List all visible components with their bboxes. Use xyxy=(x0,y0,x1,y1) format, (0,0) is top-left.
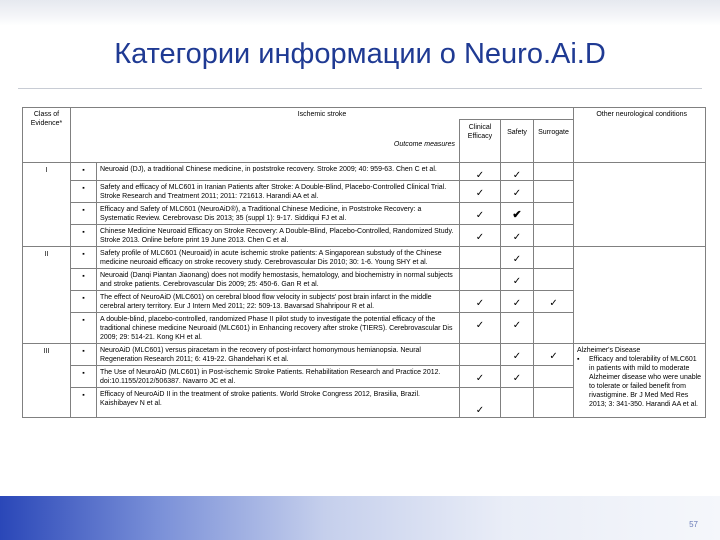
reference-text: Safety profile of MLC601 (Neuroaid) in acute ischemic stroke patients: A Singaporean substudy of the Chinese medicine neuroaid efficacy on stroke recovery study. Cerebrovascular Dis 2010; 30: 1-6. Young SHY et al. xyxy=(97,246,460,268)
bullet: ▪ xyxy=(71,365,97,387)
efficacy-check-icon: ✓ xyxy=(460,290,501,312)
surrogate-empty xyxy=(534,246,574,268)
safety-check-icon: ✓ xyxy=(501,290,534,312)
surrogate-empty xyxy=(534,365,574,387)
other-empty xyxy=(574,246,706,343)
title-divider xyxy=(18,88,702,89)
reference-text: A double-blind, placebo-controlled, randomized Phase II pilot study to investigate the potential efficacy of the traditional chinese medicine Neuroaid (MLC601) in Enhancing recovery after stroke (TIERS). Cerebrovascular Dis 2009; 29: 514-21. Kong KH et al. xyxy=(97,312,460,343)
bullet: ▪ xyxy=(71,202,97,224)
reference-text: Efficacy of NeuroAiD II in the treatment of stroke patients. World Stroke Congress 2012, Brasilia, Brazil. Kaishibayev N et al. xyxy=(97,387,460,417)
bullet: ▪ xyxy=(577,355,580,363)
surrogate-header: Surrogate xyxy=(534,120,574,163)
surrogate-empty xyxy=(534,180,574,202)
efficacy-empty xyxy=(460,268,501,290)
safety-empty xyxy=(501,387,534,417)
reference-text: Neuroaid (DJ), a traditional Chinese medicine, in poststroke recovery. Stroke 2009; 40: 959-63. Chen C et al. xyxy=(97,162,460,180)
reference-text: Neuroaid (Danqi Piantan Jiaonang) does not modify hemostasis, hematology, and biochemistry in normal subjects and stroke patients. Cerebrovascular Dis 2009; 25: 450-6. Gan R et al. xyxy=(97,268,460,290)
bullet: ▪ xyxy=(71,180,97,202)
surrogate-empty xyxy=(534,202,574,224)
surrogate-empty xyxy=(534,162,574,180)
slide-title: Категории информации о Neuro.Ai.D xyxy=(114,38,606,70)
safety-check-icon: ✓ xyxy=(501,268,534,290)
clinical-efficacy-header: Clinical Efficacy xyxy=(460,120,501,163)
ischemic-stroke-header: Ischemic stroke xyxy=(71,108,574,120)
safety-check-icon: ✓ xyxy=(501,312,534,343)
bullet: ▪ xyxy=(71,312,97,343)
reference-text: Safety and efficacy of MLC601 in Iranian Patients after Stroke: A Double-Blind, Placebo-Controlled Clinical Trial. Stroke Research and Treatment 2011; 2011: 721613. Harandi AA et al. xyxy=(97,180,460,202)
safety-check-icon: ✓ xyxy=(501,365,534,387)
safety-check-icon: ✓ xyxy=(501,162,534,180)
bullet: ▪ xyxy=(71,290,97,312)
efficacy-check-icon: ✓ xyxy=(460,162,501,180)
table-row xyxy=(23,343,706,365)
efficacy-check-icon: ✓ xyxy=(460,180,501,202)
alzheimer-reference: Efficacy and tolerability of MLC601 in patients with mild to moderate Alzheimer disease who were unable to tolerate or failed benefit from rivastigmine. Br J Med Med Res 2013; 3: 341-350. Harandi AA et al. xyxy=(589,355,702,408)
other-conditions-header: Other neurological conditions xyxy=(574,108,706,163)
bullet: ▪ xyxy=(71,387,97,417)
efficacy-check-icon: ✓ xyxy=(460,387,501,417)
table-row xyxy=(23,246,706,268)
class-iii: III xyxy=(23,343,71,417)
class-ii: II xyxy=(23,246,71,343)
reference-text: NeuroAiD (MLC601) versus piracetam in the recovery of post-infarct homonymous hemianopsia. Neural Regeneration Research 2011; 6: 419-22. Ghandehari K et al. xyxy=(97,343,460,365)
surrogate-check-icon: ✓ xyxy=(534,343,574,365)
reference-text: The effect of NeuroAiD (MLC601) on cerebral blood flow velocity in subjects' post brain infarct in the middle cerebral artery territory. Eur J Intern Med 2011; 22: 509-13. Bavarsad Shahripour R et al. xyxy=(97,290,460,312)
evidence-table xyxy=(22,107,706,418)
other-empty xyxy=(574,162,706,246)
alzheimer-item xyxy=(577,355,702,409)
header-band xyxy=(0,0,720,26)
outcome-measures-label: Outcome measures xyxy=(71,120,460,163)
surrogate-empty xyxy=(534,312,574,343)
bullet: ▪ xyxy=(71,162,97,180)
bullet: ▪ xyxy=(71,268,97,290)
safety-check-icon: ✓ xyxy=(501,343,534,365)
class-i: I xyxy=(23,162,71,246)
bullet: ▪ xyxy=(71,343,97,365)
efficacy-check-icon: ✓ xyxy=(460,202,501,224)
footer-band xyxy=(0,496,720,540)
safety-header: Safety xyxy=(501,120,534,163)
surrogate-empty xyxy=(534,224,574,246)
reference-text: The Use of NeuroAiD (MLC601) in Post-ischemic Stroke Patients. Rehabilitation Research and Practice 2012. doi:10.1155/2012/506387. Navarro JC et al. xyxy=(97,365,460,387)
safety-check-icon: ✓ xyxy=(501,246,534,268)
table-row xyxy=(23,162,706,180)
alzheimer-title: Alzheimer's Disease xyxy=(577,346,641,354)
safety-check-bold-icon: ✔ xyxy=(501,202,534,224)
safety-check-icon: ✓ xyxy=(501,224,534,246)
safety-check-icon: ✓ xyxy=(501,180,534,202)
efficacy-check-icon: ✓ xyxy=(460,365,501,387)
surrogate-empty xyxy=(534,387,574,417)
bullet: ▪ xyxy=(71,224,97,246)
efficacy-check-icon: ✓ xyxy=(460,312,501,343)
slide-number: 57 xyxy=(689,520,698,529)
efficacy-empty xyxy=(460,246,501,268)
class-of-evidence-header: Class of Evidence* xyxy=(23,108,71,163)
reference-text: Efficacy and Safety of MLC601 (NeuroAiD®), a Traditional Chinese Medicine, in Poststroke Recovery: a Systematic Review. Cerebrovasc Dis 2013; 35 (suppl 1): 9-17. Siddiqui FJ et al. xyxy=(97,202,460,224)
alzheimer-cell xyxy=(574,343,706,417)
efficacy-check-icon: ✓ xyxy=(460,224,501,246)
reference-text: Chinese Medicine Neuroaid Efficacy on Stroke Recovery: A Double-Blind, Placebo-Controlled, Randomized Study. Stroke 2013. Online before print 19 June 2013. Chen C et al. xyxy=(97,224,460,246)
bullet: ▪ xyxy=(71,246,97,268)
surrogate-check-icon: ✓ xyxy=(534,290,574,312)
header-row xyxy=(23,108,706,120)
efficacy-empty xyxy=(460,343,501,365)
surrogate-empty xyxy=(534,268,574,290)
